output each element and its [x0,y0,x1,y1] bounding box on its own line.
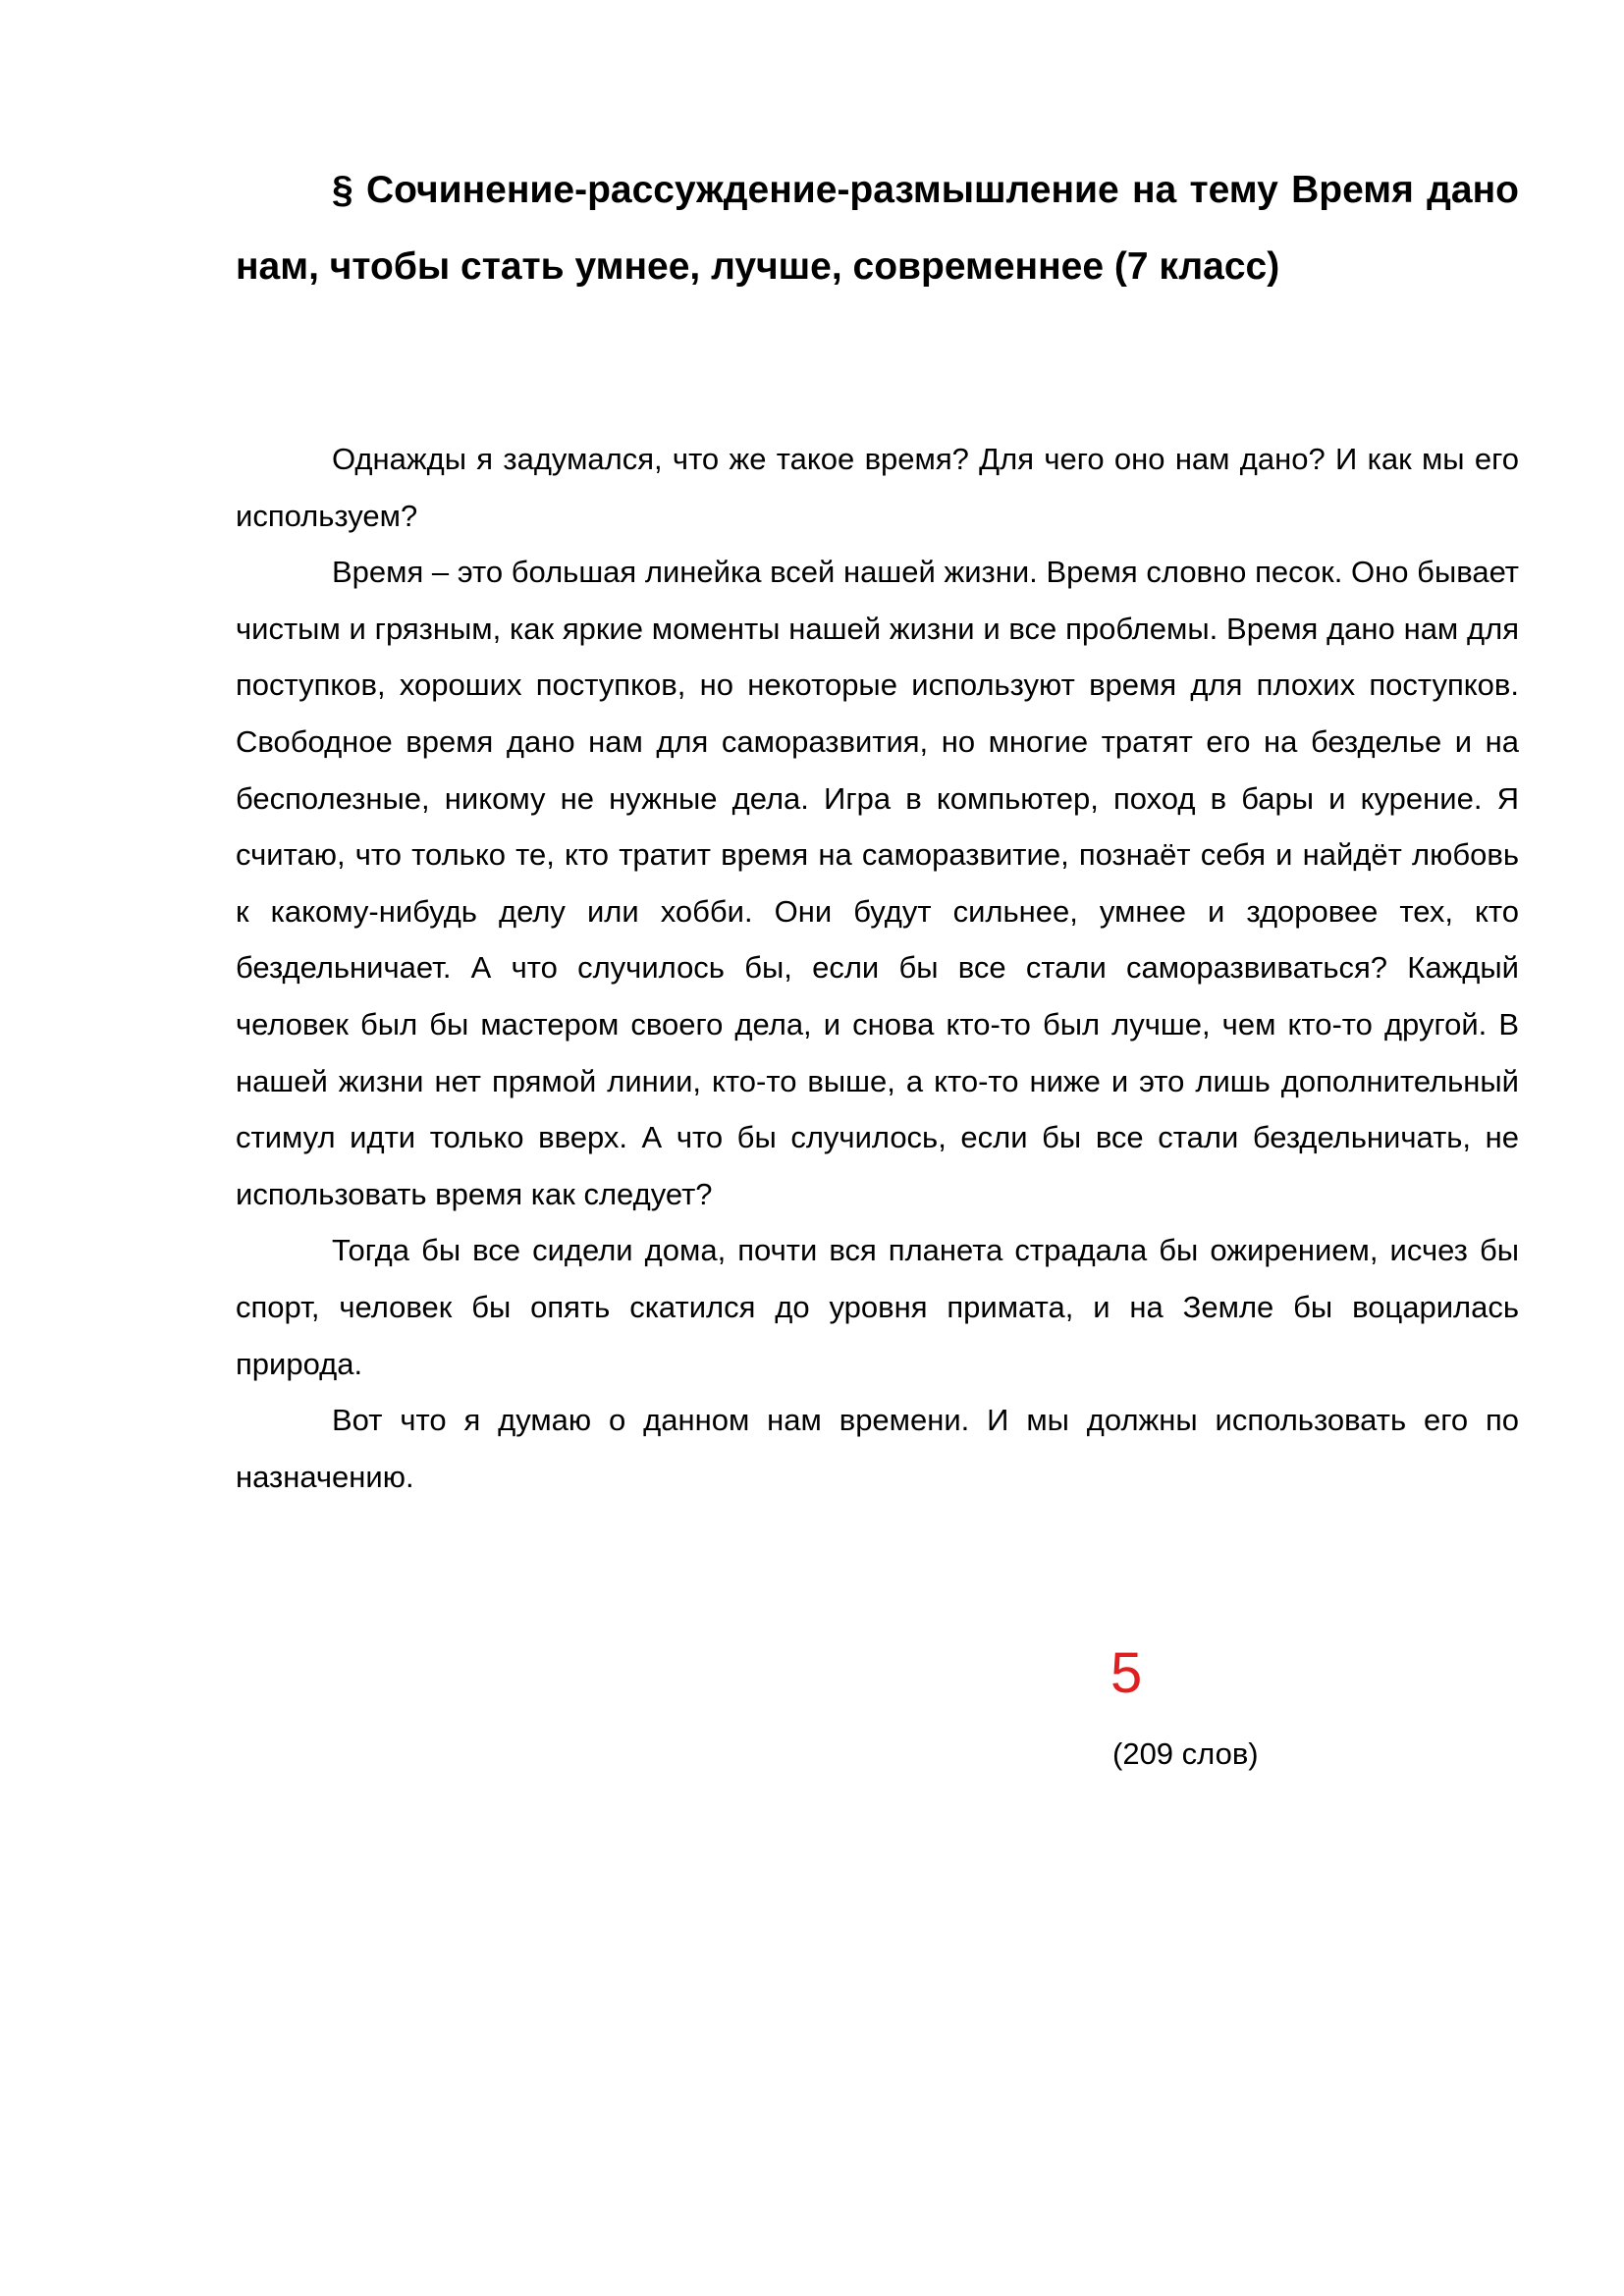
essay-paragraph: Тогда бы все сидели дома, почти вся планета страдала бы ожирением, исчез бы спорт, человек бы опять скатился до уровня примата, и на Земле бы воцарилась природа. [236,1233,1519,1381]
essay-title: § Сочинение-рассуждение-размышление на тему Время дано нам, чтобы стать умнее, лучше, современнее (7 класс) [236,169,1519,288]
essay-body [236,431,1519,1505]
essay-paragraph: Однажды я задумался, что же такое время? Для чего оно нам дано? И как мы его используем? [236,442,1519,533]
grade-mark: 5 [1110,1641,1143,1705]
essay-paragraph: Время – это большая линейка всей нашей жизни. Время словно песок. Оно бывает чистым и грязным, как яркие моменты нашей жизни и все проблемы. Время дано нам для поступков, хороших поступков, но некоторые используют время для плохих поступков. Свободное время дано нам для саморазвития, но многие тратят его на безделье и на бесполезные, никому не нужные дела. Игра в компьютер, поход в бары и курение. Я считаю, что только те, кто тратит время на саморазвитие, познаёт себя и найдёт любовь к какому-нибудь делу или хобби. Они будут сильнее, умнее и здоровее тех, кто бездельничает. А что случилось бы, если бы все стали саморазвиваться? Каждый человек был бы мастером своего дела, и снова кто-то был лучше, чем кто-то другой. В нашей жизни нет прямой линии, кто-то выше, а кто-то ниже и это лишь дополнительный стимул идти только вверх. А что бы случилось, если бы все стали бездельничать, не использовать время как следует? [236,555,1519,1211]
essay-paragraph: Вот что я думаю о данном нам времени. И мы должны использовать его по назначению. [236,1403,1519,1494]
word-count: (209 слов) [1112,1736,1259,1771]
